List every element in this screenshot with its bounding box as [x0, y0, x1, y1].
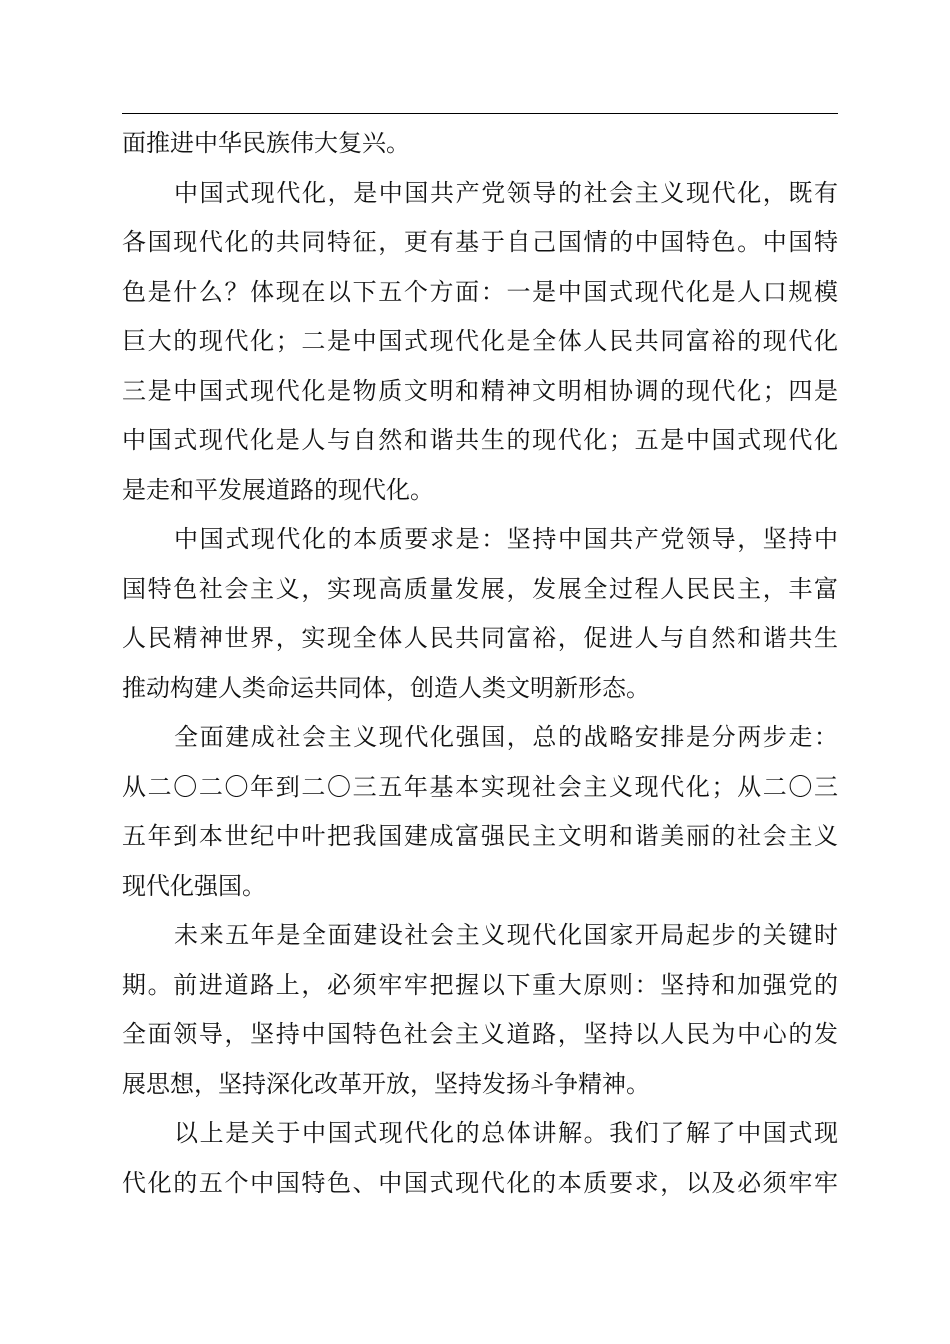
paragraph: [122, 713, 838, 911]
text-line: 各国现代化的共同特征，更有基于自己国情的中国特色。中国特: [122, 228, 838, 256]
text-line: 是走和平发展道路的现代化。: [122, 475, 434, 504]
text-line: 色是什么？体现在以下五个方面：一是中国式现代化是人口规模: [122, 277, 838, 306]
text-line: 全面领导，坚持中国特色社会主义道路，坚持以人民为中心的发: [122, 1020, 838, 1048]
header-rule: [122, 113, 838, 114]
paragraph: [122, 911, 838, 1109]
paragraph: [122, 169, 838, 516]
text-line: 未来五年是全面建设社会主义现代化国家开局起步的关键时: [174, 921, 838, 949]
text-line: 全面建成社会主义现代化强国，总的战略安排是分两步走：: [174, 723, 838, 751]
text-line: 巨大的现代化；二是中国式现代化是全体人民共同富裕的现代化: [122, 327, 838, 355]
text-line: 中国式现代化是人与自然和谐共生的现代化；五是中国式现代化: [122, 426, 838, 454]
text-line: 五年到本世纪中叶把我国建成富强民主文明和谐美丽的社会主义: [122, 822, 838, 850]
paragraph: [122, 515, 838, 713]
paragraph: [122, 1109, 838, 1208]
text-line: 中国式现代化的本质要求是：坚持中国共产党领导，坚持中: [174, 525, 838, 553]
paragraph: [122, 119, 838, 169]
text-line: 以上是关于中国式现代化的总体讲解。我们了解了中国式现: [174, 1119, 838, 1147]
text-line: 面推进中华民族伟大复兴。: [122, 129, 410, 157]
text-line: 三是中国式现代化是物质文明和精神文明相协调的现代化；四是: [122, 376, 838, 405]
document-body: [122, 119, 838, 1208]
text-line: 人民精神世界，实现全体人民共同富裕，促进人与自然和谐共生: [122, 624, 838, 652]
text-line: 推动构建人类命运共同体，创造人类文明新形态。: [122, 673, 650, 702]
text-line: 国特色社会主义，实现高质量发展，发展全过程人民民主，丰富: [122, 574, 838, 603]
text-line: 从二〇二〇年到二〇三五年基本实现社会主义现代化；从二〇三: [122, 772, 838, 801]
text-line: 现代化强国。: [122, 871, 266, 900]
text-line: 中国式现代化，是中国共产党领导的社会主义现代化，既有: [174, 178, 838, 207]
text-line: 期。前进道路上，必须牢牢把握以下重大原则：坚持和加强党的: [122, 970, 838, 999]
text-line: 展思想，坚持深化改革开放，坚持发扬斗争精神。: [122, 1069, 650, 1098]
text-line: 代化的五个中国特色、中国式现代化的本质要求，以及必须牢牢: [122, 1168, 838, 1197]
